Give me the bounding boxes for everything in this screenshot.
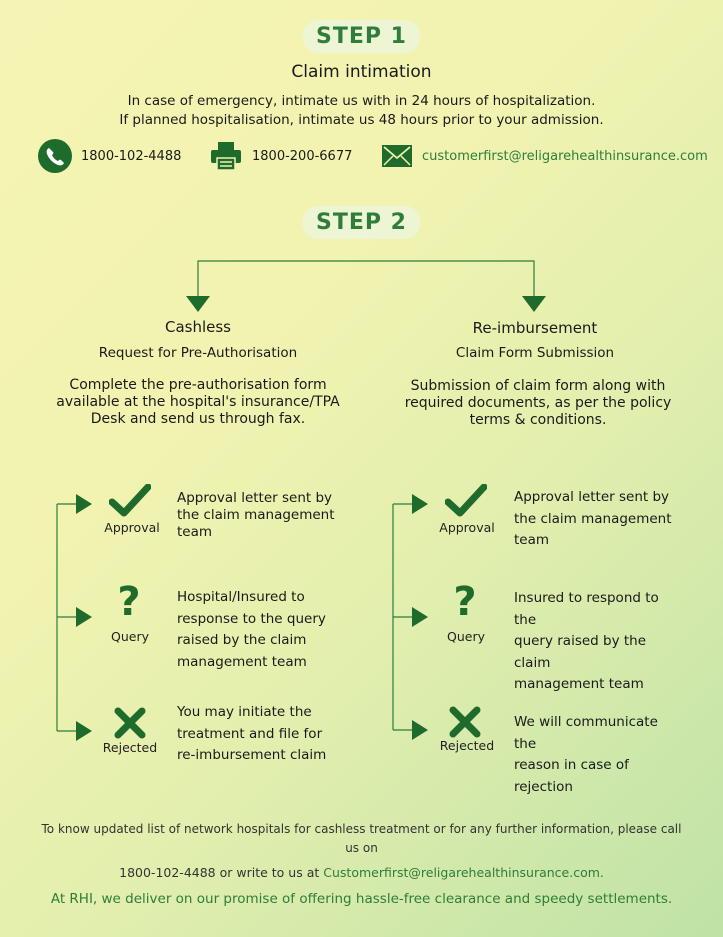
cashless-subtitle: Request for Pre-Authorisation bbox=[98, 345, 298, 361]
cashless-approval-label: Approval bbox=[104, 520, 160, 535]
arrow-down-reimbursement bbox=[522, 296, 546, 312]
reimbursement-approval-label: Approval bbox=[439, 520, 495, 535]
reimbursement-query-text: Insured to respond to the query raised by the claim management team bbox=[514, 590, 659, 692]
cashless-query-label: Query bbox=[111, 629, 149, 644]
x-icon bbox=[113, 706, 147, 740]
footer-phone[interactable]: 1800-102-4488 bbox=[119, 865, 216, 880]
cashless-desc: Complete the pre-authorisation form available at the hospital's insurance/TPA Desk and send us through fax. bbox=[56, 377, 340, 427]
fax-number[interactable]: 1800-200-6677 bbox=[252, 148, 353, 164]
cashless-approval-text: Approval letter sent by the claim management team bbox=[177, 490, 335, 540]
reimbursement-query-label: Query bbox=[447, 629, 485, 644]
email-address[interactable]: customerfirst@religarehealthinsurance.com bbox=[422, 148, 708, 164]
cashless-title: Cashless bbox=[164, 318, 231, 336]
cashless-rejected-label: Rejected bbox=[102, 740, 158, 755]
check-icon bbox=[109, 484, 151, 518]
footer-contact-line bbox=[0, 863, 723, 882]
reimbursement-title: Re-imbursement bbox=[472, 319, 598, 337]
cashless-rejected-text: You may initiate the treatment and file for re-imbursement claim bbox=[177, 704, 327, 763]
footer-tagline: At RHI, we deliver on our promise of offering hassle-free clearance and speedy settlements. bbox=[50, 891, 673, 907]
step1-title: Claim intimation bbox=[291, 62, 432, 82]
footer-line2: us on bbox=[345, 841, 378, 855]
question-icon: ? bbox=[453, 579, 477, 625]
check-icon bbox=[445, 484, 487, 518]
footer-line1: To know updated list of network hospitals for cashless treatment or for any further information, please call bbox=[41, 822, 682, 836]
arrow-down-cashless bbox=[186, 296, 210, 312]
phone-number[interactable]: 1800-102-4488 bbox=[81, 148, 182, 164]
reimbursement-desc: Submission of claim form along with required documents, as per the policy terms & conditions. bbox=[404, 378, 672, 428]
step1-line2: If planned hospitalisation, intimate us 48 hours prior to your admission. bbox=[119, 112, 604, 128]
cashless-query-text: Hospital/Insured to response to the query raised by the claim management team bbox=[177, 589, 326, 670]
step1-line1: In case of emergency, intimate us with in 24 hours of hospitalization. bbox=[127, 93, 596, 109]
reimbursement-subtitle: Claim Form Submission bbox=[455, 345, 615, 361]
x-icon bbox=[448, 705, 482, 739]
footer-email[interactable]: Customerfirst@religarehealthinsurance.com. bbox=[323, 865, 604, 880]
reimbursement-rejected-text: We will communicate the reason in case of rejection bbox=[514, 714, 658, 795]
footer-mid: or write to us at bbox=[215, 865, 324, 880]
question-icon: ? bbox=[117, 579, 141, 625]
step2-badge: STEP 2 bbox=[302, 206, 421, 239]
step1-badge: STEP 1 bbox=[302, 20, 421, 53]
reimbursement-approval-text: Approval letter sent by the claim management team bbox=[514, 489, 672, 548]
reimbursement-rejected-label: Rejected bbox=[439, 738, 495, 753]
